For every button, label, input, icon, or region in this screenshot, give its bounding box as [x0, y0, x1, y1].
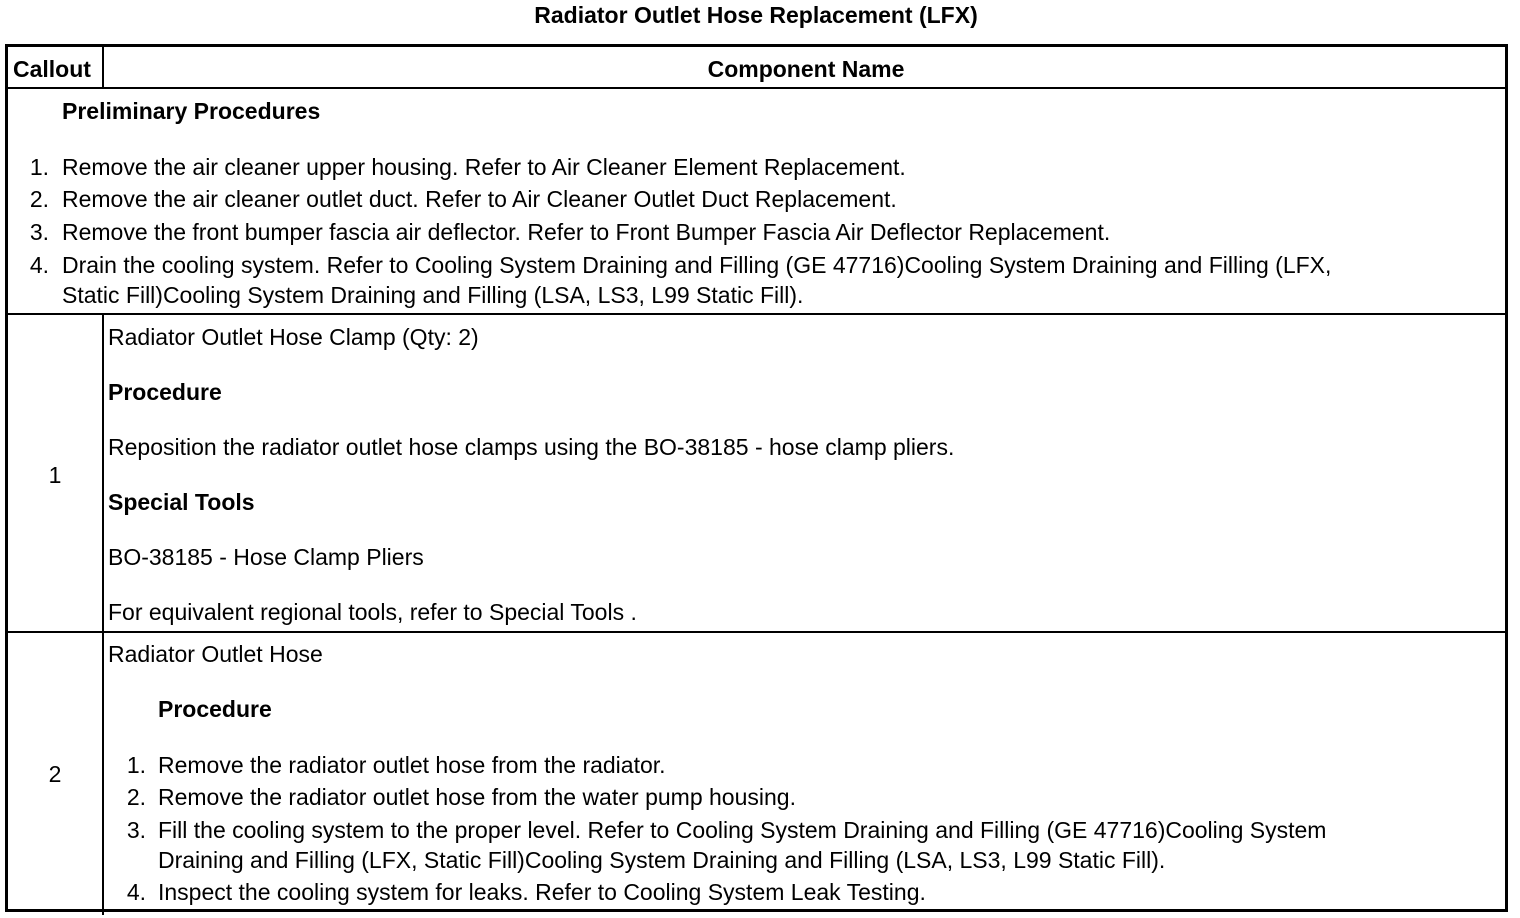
- row2-step-text: Inspect the cooling system for leaks. Refer to Cooling System Leak Testing.: [158, 879, 926, 905]
- preliminary-bottom-rule: [8, 313, 1505, 315]
- row1-tool: BO-38185 - Hose Clamp Pliers: [108, 544, 424, 570]
- prelim-step-text: Static Fill)Cooling System Draining and Filling (LSA, LS3, L99 Static Fill).: [62, 282, 804, 308]
- row2-step-text: Remove the radiator outlet hose from the water pump housing.: [158, 784, 796, 810]
- row1-bottom-rule: [8, 631, 1505, 633]
- row2-step-number: 4.: [126, 879, 146, 905]
- row2-step-number: 3.: [126, 817, 146, 843]
- row2-callout: 2: [48, 761, 62, 787]
- prelim-step-number: 3.: [29, 219, 49, 245]
- prelim-step-text: Remove the air cleaner upper housing. Refer to Air Cleaner Element Replacement.: [62, 154, 906, 180]
- row1-tools-heading: Special Tools: [108, 489, 255, 515]
- preliminary-heading: Preliminary Procedures: [62, 98, 321, 124]
- prelim-step-number: 1.: [29, 154, 49, 180]
- row2-step-number: 1.: [126, 752, 146, 778]
- row2-component-name: Radiator Outlet Hose: [108, 641, 323, 667]
- row1-divider: [102, 313, 104, 631]
- header-component-name: Component Name: [707, 56, 905, 82]
- prelim-step-number: 4.: [29, 252, 49, 278]
- row1-procedure-text: Reposition the radiator outlet hose clamps using the BO-38185 - hose clamp pliers.: [108, 434, 955, 460]
- prelim-step-number: 2.: [29, 186, 49, 212]
- procedure-table: [5, 44, 1508, 912]
- row2-step-text: Draining and Filling (LFX, Static Fill)Cooling System Draining and Filling (LSA, LS3, L99 Static Fill).: [158, 847, 1166, 873]
- prelim-step-text: Remove the air cleaner outlet duct. Refer to Air Cleaner Outlet Duct Replacement.: [62, 186, 897, 212]
- prelim-step-text: Remove the front bumper fascia air deflector. Refer to Front Bumper Fascia Air Deflector Replacement.: [62, 219, 1111, 245]
- row2-step-number: 2.: [126, 784, 146, 810]
- row2-step-text: Fill the cooling system to the proper level. Refer to Cooling System Draining and Filling (GE 47716)Cooling System: [158, 817, 1327, 843]
- row1-callout: 1: [48, 462, 62, 488]
- row2-step-text: Remove the radiator outlet hose from the radiator.: [158, 752, 666, 778]
- row1-component-name: Radiator Outlet Hose Clamp (Qty: 2): [108, 324, 479, 350]
- row1-tools-note: For equivalent regional tools, refer to Special Tools .: [108, 599, 637, 625]
- prelim-step-text: Drain the cooling system. Refer to Cooling System Draining and Filling (GE 47716)Cooling System Draining and Filling (LFX,: [62, 252, 1332, 278]
- header-bottom-rule: [8, 87, 1505, 89]
- row2-procedure-heading: Procedure: [158, 696, 272, 722]
- header-divider: [102, 47, 104, 87]
- document-title: Radiator Outlet Hose Replacement (LFX): [534, 2, 978, 28]
- row2-divider: [102, 631, 104, 915]
- row1-procedure-heading: Procedure: [108, 379, 222, 405]
- header-callout: Callout: [13, 56, 91, 82]
